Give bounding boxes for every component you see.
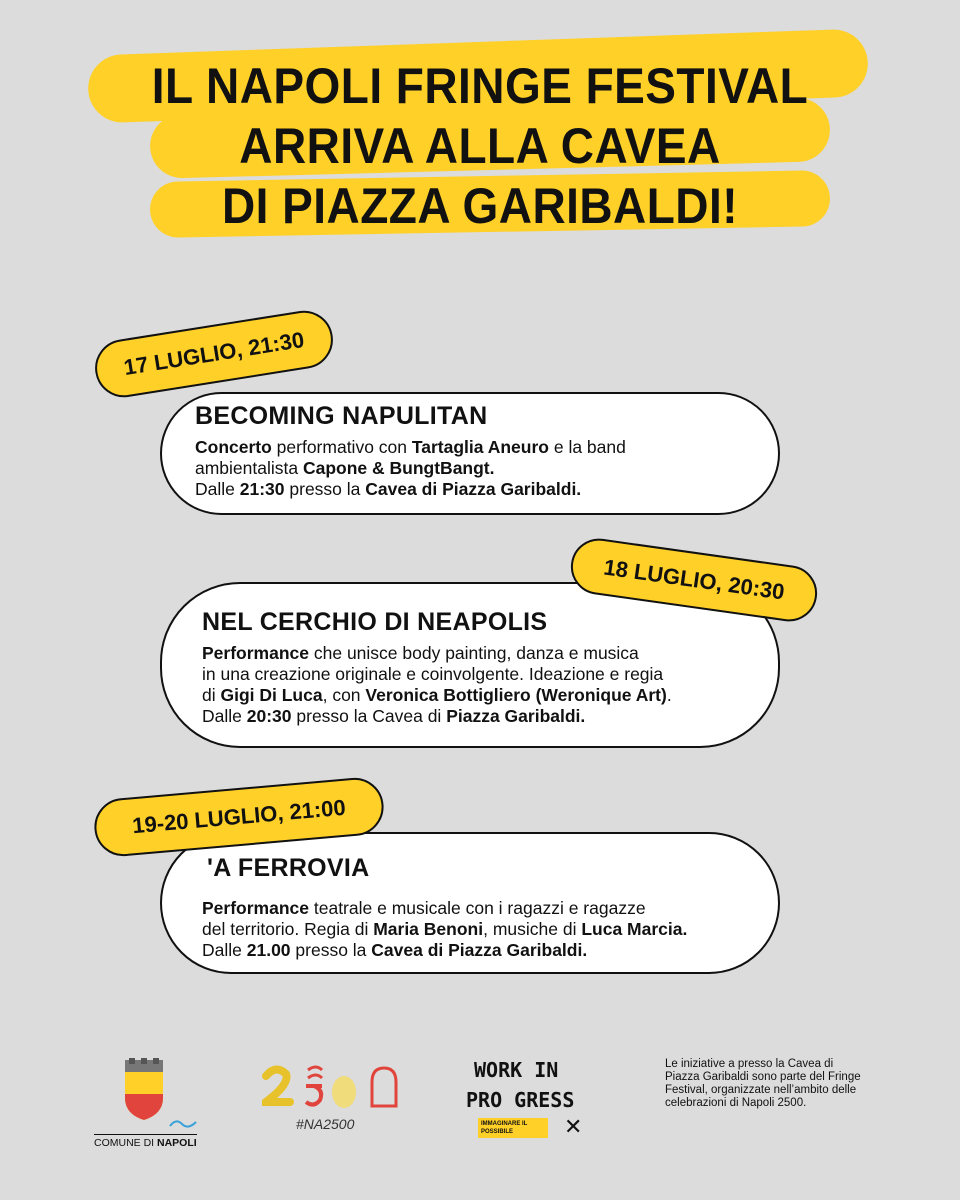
coat-of-arms-icon <box>119 1058 169 1120</box>
wave-icon <box>168 1116 198 1132</box>
event-description-line: Concerto performativo con Tartaglia Aneuro e la band <box>195 437 626 457</box>
wip-tag: IMMAGINARE IL POSSIBILE <box>478 1118 548 1138</box>
event-title: BECOMING NAPULITAN <box>195 402 488 430</box>
event-description-line: Dalle 21.00 presso la Cavea di Piazza Garibaldi. <box>202 940 588 960</box>
event-date-badge-2: 18 LUGLIO, 20:30 <box>567 535 820 625</box>
close-icon: ✕ <box>564 1114 583 1139</box>
work-in-progress-logo <box>466 1058 586 1148</box>
event-description-line: ambientalista Capone & BungtBangt. <box>195 458 495 478</box>
event-card-3 <box>160 832 780 974</box>
comune-label: COMUNE DI NAPOLI <box>94 1134 197 1149</box>
event-description-line: di Gigi Di Luca, con Veronica Bottigliero (Weronique Art). <box>202 685 672 705</box>
2500-logo-icon <box>262 1062 402 1112</box>
wip-line-1: WORK IN <box>474 1058 559 1082</box>
event-date-badge-1: 17 LUGLIO, 21:30 <box>91 307 337 402</box>
napoli-2500-logo <box>262 1062 402 1132</box>
comune-napoli-logo <box>94 1058 204 1153</box>
event-description-line: in una creazione originale e coinvolgente. Ideazione e regia <box>202 664 664 684</box>
2500-hashtag: #NA2500 <box>296 1116 355 1132</box>
event-description-line: Performance teatrale e musicale con i ragazzi e ragazze <box>202 898 646 918</box>
event-description-line: Performance che unisce body painting, danza e musica <box>202 643 639 663</box>
event-title: 'A FERROVIA <box>207 854 370 882</box>
event-description-line: del territorio. Regia di Maria Benoni, musiche di Luca Marcia. <box>202 919 688 939</box>
page-title-line-1: IL NAPOLI FRINGE FESTIVAL <box>151 58 809 114</box>
wip-line-2: PRO GRESS <box>466 1088 575 1112</box>
page-title-line-3: DI PIAZZA GARIBALDI! <box>221 178 739 234</box>
footer-note: Le iniziative a presso la Cavea di Piazza Garibaldi sono parte del Fringe Festival, organizzate nell’ambito delle celebrazioni di Napoli 2500. <box>665 1058 861 1109</box>
event-date-badge-3: 19-20 LUGLIO, 21:00 <box>92 775 386 858</box>
page-title-line-2: ARRIVA ALLA CAVEA <box>239 118 721 174</box>
event-description-line: Dalle 21:30 presso la Cavea di Piazza Garibaldi. <box>195 479 582 499</box>
event-description-line: Dalle 20:30 presso la Cavea di Piazza Garibaldi. <box>202 706 586 726</box>
event-card-1 <box>160 392 780 515</box>
event-title: NEL CERCHIO DI NEAPOLIS <box>202 608 548 636</box>
